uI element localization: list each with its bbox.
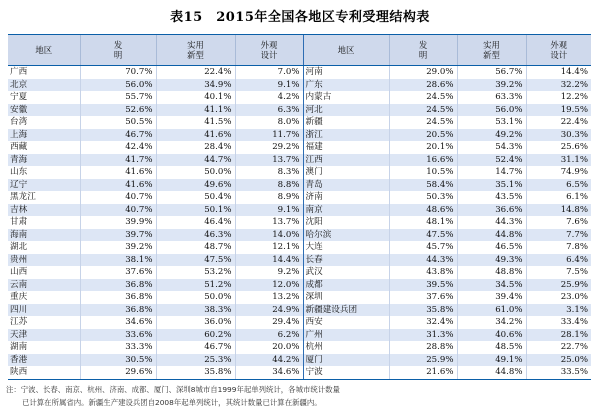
header-design: 外观 设计 — [235, 35, 303, 66]
right-design-cell: 6.5% — [526, 179, 591, 192]
right-invention-cell: 37.6% — [389, 291, 457, 304]
right-region-cell: 新疆 — [303, 116, 389, 129]
table-row — [8, 91, 591, 104]
left-invention-cell: 39.7% — [80, 229, 156, 242]
left-design-cell: 34.6% — [235, 366, 303, 379]
left-invention-cell: 38.1% — [80, 254, 156, 267]
left-region-cell: 上海 — [8, 129, 80, 142]
left-invention-cell: 34.6% — [80, 316, 156, 329]
left-design-cell: 6.2% — [235, 329, 303, 342]
right-region-cell: 沈阳 — [303, 216, 389, 229]
right-design-cell: 22.7% — [526, 341, 591, 354]
right-utility-model-cell: 61.0% — [457, 304, 526, 317]
table-row — [8, 216, 591, 229]
left-region-cell: 山东 — [10, 167, 28, 177]
left-invention-cell: 33.3% — [80, 341, 156, 354]
table-row — [8, 204, 591, 217]
right-utility-model-cell: 34.5% — [457, 279, 526, 292]
table-row — [8, 104, 591, 117]
table-row — [8, 366, 591, 379]
left-region-cell: 甘肃 — [10, 217, 28, 227]
right-invention-cell: 48.1% — [389, 216, 457, 229]
left-region-cell: 陕西 — [8, 366, 80, 379]
right-invention-cell: 21.6% — [389, 366, 457, 379]
left-design-cell: 8.3% — [235, 166, 303, 179]
left-utility-model-cell: 22.4% — [156, 66, 235, 79]
left-region-cell: 黑龙江 — [10, 192, 36, 202]
left-utility-model-cell: 46.3% — [156, 229, 235, 242]
left-utility-model-cell: 48.7% — [156, 241, 235, 254]
right-invention-cell: 48.6% — [389, 204, 457, 217]
left-utility-model-cell: 60.2% — [156, 329, 235, 342]
right-design-cell: 7.8% — [526, 241, 591, 254]
left-utility-model-cell: 46.7% — [156, 341, 235, 354]
left-invention-cell: 46.7% — [80, 129, 156, 142]
right-utility-model-cell: 46.5% — [457, 241, 526, 254]
right-region-cell: 厦门 — [303, 354, 389, 367]
left-utility-model-cell: 50.0% — [156, 291, 235, 304]
left-region-cell: 广西 — [10, 67, 28, 77]
right-region-cell: 河南 — [303, 66, 389, 79]
left-design-cell: 44.2% — [235, 354, 303, 367]
table-row — [8, 154, 591, 167]
right-utility-model-cell: 36.6% — [457, 204, 526, 217]
table-row — [8, 291, 591, 304]
left-design-cell: 13.7% — [235, 154, 303, 167]
left-region-cell: 四川 — [8, 304, 80, 317]
right-invention-cell: 20.5% — [389, 129, 457, 142]
right-utility-model-cell: 39.2% — [457, 79, 526, 92]
left-region-cell: 湖北 — [10, 242, 28, 252]
table-row — [8, 79, 591, 92]
right-utility-model-cell: 53.1% — [457, 116, 526, 129]
footnote-line-1: 注：宁波、长春、南京、杭州、济南、成都、厦门、深圳8城市自1999年起单列统计，各城市统计数量 — [6, 385, 340, 394]
left-invention-cell: 42.4% — [80, 141, 156, 154]
left-invention-cell: 70.7% — [80, 66, 156, 79]
right-region-cell: 新疆建设兵团 — [303, 304, 389, 317]
table-row — [8, 141, 591, 154]
left-region-cell: 湖南 — [10, 342, 28, 352]
table-row — [8, 229, 591, 242]
right-utility-model-cell: 54.3% — [457, 141, 526, 154]
right-design-cell: 7.7% — [526, 229, 591, 242]
page-title: 表15 2015年全国各地区专利受理结构表 — [170, 10, 430, 25]
left-design-cell: 7.0% — [235, 66, 303, 79]
right-invention-cell: 39.5% — [389, 279, 457, 292]
table-row — [8, 116, 591, 129]
right-invention-cell: 24.5% — [389, 104, 457, 117]
left-utility-model-cell: 50.1% — [156, 204, 235, 217]
right-invention-cell: 24.5% — [389, 116, 457, 129]
left-utility-model-cell: 51.2% — [156, 279, 235, 292]
right-invention-cell: 28.6% — [389, 79, 457, 92]
left-region-cell: 青海 — [8, 154, 80, 167]
left-region-cell: 香港 — [8, 354, 80, 367]
right-design-cell: 33.5% — [526, 366, 591, 379]
left-region-cell: 台湾 — [10, 117, 28, 127]
left-invention-cell: 55.7% — [80, 91, 156, 104]
right-design-cell: 14.8% — [526, 204, 591, 217]
right-utility-model-cell: 49.2% — [457, 129, 526, 142]
right-invention-cell: 10.5% — [389, 166, 457, 179]
right-utility-model-cell: 34.2% — [457, 316, 526, 329]
left-design-cell: 12.1% — [235, 241, 303, 254]
left-invention-cell: 41.7% — [80, 154, 156, 167]
right-region-cell: 武汉 — [303, 266, 389, 279]
left-invention-cell: 37.6% — [80, 266, 156, 279]
left-region-cell: 天津 — [8, 329, 80, 342]
right-design-cell: 32.2% — [526, 79, 591, 92]
header-region: 地区 — [8, 35, 80, 66]
left-design-cell: 8.8% — [235, 179, 303, 192]
header-region-2: 地区 — [303, 35, 389, 66]
right-design-cell: 30.3% — [526, 129, 591, 142]
left-invention-cell: 50.5% — [80, 116, 156, 129]
left-region-cell: 山西 — [10, 267, 28, 277]
left-invention-cell: 29.6% — [80, 366, 156, 379]
left-utility-model-cell: 47.5% — [156, 254, 235, 267]
right-region-cell: 大连 — [303, 241, 389, 254]
left-region-cell: 北京 — [8, 79, 80, 92]
left-design-cell: 9.1% — [235, 204, 303, 217]
left-region-cell: 重庆 — [10, 292, 28, 302]
left-design-cell: 29.2% — [235, 141, 303, 154]
right-design-cell: 31.1% — [526, 154, 591, 167]
left-utility-model-cell: 38.3% — [156, 304, 235, 317]
right-design-cell: 25.9% — [526, 279, 591, 292]
left-region-cell: 贵州 — [8, 254, 80, 267]
right-utility-model-cell: 35.1% — [457, 179, 526, 192]
left-design-cell: 14.4% — [235, 254, 303, 267]
left-invention-cell: 41.6% — [80, 179, 156, 192]
left-utility-model-cell: 28.4% — [156, 141, 235, 154]
left-design-cell: 24.9% — [235, 304, 303, 317]
right-region-cell: 青岛 — [303, 179, 389, 192]
right-design-cell: 22.4% — [526, 116, 591, 129]
right-invention-cell: 20.1% — [389, 141, 457, 154]
left-utility-model-cell: 40.1% — [156, 91, 235, 104]
left-utility-model-cell: 36.0% — [156, 316, 235, 329]
header-utility-model-2: 实用 新型 — [457, 35, 526, 66]
left-region-cell: 海南 — [8, 229, 80, 242]
right-invention-cell: 44.3% — [389, 254, 457, 267]
right-design-cell: 12.2% — [526, 91, 591, 104]
right-design-cell: 6.4% — [526, 254, 591, 267]
right-design-cell: 7.6% — [526, 216, 591, 229]
right-region-cell: 广东 — [303, 79, 389, 92]
right-utility-model-cell: 14.7% — [457, 166, 526, 179]
left-utility-model-cell: 25.3% — [156, 354, 235, 367]
left-utility-model-cell: 41.5% — [156, 116, 235, 129]
left-invention-cell: 36.8% — [80, 304, 156, 317]
right-utility-model-cell: 48.8% — [457, 266, 526, 279]
left-invention-cell: 41.6% — [80, 166, 156, 179]
right-region-cell: 福建 — [303, 141, 389, 154]
right-invention-cell: 31.3% — [389, 329, 457, 342]
right-design-cell: 6.1% — [526, 191, 591, 204]
right-invention-cell: 29.0% — [389, 66, 457, 79]
table-row — [8, 316, 591, 329]
right-utility-model-cell: 40.6% — [457, 329, 526, 342]
left-design-cell: 13.2% — [235, 291, 303, 304]
table-row — [8, 304, 591, 317]
right-utility-model-cell: 56.7% — [457, 66, 526, 79]
header-invention-2: 发 明 — [389, 35, 457, 66]
left-design-cell: 20.0% — [235, 341, 303, 354]
left-invention-cell: 33.6% — [80, 329, 156, 342]
left-invention-cell: 30.5% — [80, 354, 156, 367]
right-design-cell: 7.5% — [526, 266, 591, 279]
right-design-cell: 19.5% — [526, 104, 591, 117]
left-invention-cell: 36.8% — [80, 279, 156, 292]
left-region-cell: 吉林 — [8, 204, 80, 217]
right-design-cell: 3.1% — [526, 304, 591, 317]
left-invention-cell: 52.6% — [80, 104, 156, 117]
left-invention-cell: 56.0% — [80, 79, 156, 92]
right-invention-cell: 35.8% — [389, 304, 457, 317]
left-utility-model-cell: 50.4% — [156, 191, 235, 204]
left-region-cell: 安徽 — [8, 104, 80, 117]
right-invention-cell: 24.5% — [389, 91, 457, 104]
left-utility-model-cell: 49.6% — [156, 179, 235, 192]
right-utility-model-cell: 56.0% — [457, 104, 526, 117]
left-invention-cell: 39.9% — [80, 216, 156, 229]
header-utility-model: 实用 新型 — [156, 35, 235, 66]
left-invention-cell: 40.7% — [80, 204, 156, 217]
table-row — [8, 266, 591, 279]
footnote-line-2: 已计算在所属省内。新疆生产建设兵团自2008年起单列统计，其统计数量已计算在新疆内。 — [22, 398, 322, 407]
left-invention-cell: 40.7% — [80, 191, 156, 204]
right-utility-model-cell: 39.4% — [457, 291, 526, 304]
table-row — [8, 341, 591, 354]
left-design-cell: 4.2% — [235, 91, 303, 104]
right-design-cell: 74.9% — [526, 166, 591, 179]
left-region-cell: 云南 — [8, 279, 80, 292]
left-utility-model-cell: 35.8% — [156, 366, 235, 379]
left-region-cell: 宁夏 — [10, 92, 28, 102]
table-row — [8, 66, 591, 79]
table-row — [8, 354, 591, 367]
table-row — [8, 179, 591, 192]
right-design-cell: 28.1% — [526, 329, 591, 342]
right-invention-cell: 47.5% — [389, 229, 457, 242]
right-region-cell: 广州 — [303, 329, 389, 342]
patent-structure-table — [8, 34, 591, 380]
left-design-cell: 9.1% — [235, 79, 303, 92]
left-utility-model-cell: 34.9% — [156, 79, 235, 92]
left-region-cell: 江苏 — [10, 317, 28, 327]
right-invention-cell: 43.8% — [389, 266, 457, 279]
right-design-cell: 14.4% — [526, 66, 591, 79]
right-region-cell: 哈尔滨 — [303, 229, 389, 242]
right-region-cell: 浙江 — [303, 129, 389, 142]
right-invention-cell: 50.3% — [389, 191, 457, 204]
table-row — [8, 254, 591, 267]
right-design-cell: 33.4% — [526, 316, 591, 329]
left-utility-model-cell: 53.2% — [156, 266, 235, 279]
header-design-2: 外观 设计 — [526, 35, 591, 66]
right-invention-cell: 45.7% — [389, 241, 457, 254]
right-region-cell: 江西 — [303, 154, 389, 167]
right-invention-cell: 28.8% — [389, 341, 457, 354]
left-design-cell: 14.0% — [235, 229, 303, 242]
right-utility-model-cell: 48.5% — [457, 341, 526, 354]
left-utility-model-cell: 44.7% — [156, 154, 235, 167]
left-utility-model-cell: 46.4% — [156, 216, 235, 229]
right-region-cell: 澳门 — [303, 166, 389, 179]
left-region-cell: 辽宁 — [8, 179, 80, 192]
right-design-cell: 23.0% — [526, 291, 591, 304]
table-row — [8, 329, 591, 342]
left-design-cell: 6.3% — [235, 104, 303, 117]
right-invention-cell: 25.9% — [389, 354, 457, 367]
table-row — [8, 166, 591, 179]
right-utility-model-cell: 49.3% — [457, 254, 526, 267]
left-design-cell: 11.7% — [235, 129, 303, 142]
right-region-cell: 成都 — [303, 279, 389, 292]
right-region-cell: 河北 — [303, 104, 389, 117]
right-utility-model-cell: 44.8% — [457, 229, 526, 242]
right-utility-model-cell: 63.3% — [457, 91, 526, 104]
right-invention-cell: 16.6% — [389, 154, 457, 167]
left-design-cell: 29.4% — [235, 316, 303, 329]
left-design-cell: 8.0% — [235, 116, 303, 129]
right-region-cell: 西安 — [303, 316, 389, 329]
right-region-cell: 长春 — [303, 254, 389, 267]
right-design-cell: 25.6% — [526, 141, 591, 154]
table-row — [8, 279, 591, 292]
left-utility-model-cell: 41.1% — [156, 104, 235, 117]
left-utility-model-cell: 41.6% — [156, 129, 235, 142]
right-utility-model-cell: 44.8% — [457, 366, 526, 379]
right-region-cell: 深圳 — [303, 291, 389, 304]
left-utility-model-cell: 50.0% — [156, 166, 235, 179]
right-utility-model-cell: 49.1% — [457, 354, 526, 367]
right-invention-cell: 58.4% — [389, 179, 457, 192]
left-design-cell: 13.7% — [235, 216, 303, 229]
left-design-cell: 9.2% — [235, 266, 303, 279]
right-invention-cell: 32.4% — [389, 316, 457, 329]
right-region-cell: 宁波 — [303, 366, 389, 379]
right-region-cell: 济南 — [303, 191, 389, 204]
right-region-cell: 杭州 — [303, 341, 389, 354]
right-utility-model-cell: 44.3% — [457, 216, 526, 229]
left-design-cell: 12.0% — [235, 279, 303, 292]
right-design-cell: 25.0% — [526, 354, 591, 367]
table-row — [8, 129, 591, 142]
left-invention-cell: 39.2% — [80, 241, 156, 254]
table-row — [8, 191, 591, 204]
right-region-cell: 内蒙古 — [303, 91, 389, 104]
table-header-row — [8, 35, 591, 66]
left-region-cell: 西藏 — [10, 142, 28, 152]
right-utility-model-cell: 43.5% — [457, 191, 526, 204]
right-region-cell: 南京 — [303, 204, 389, 217]
left-invention-cell: 36.8% — [80, 291, 156, 304]
header-invention: 发 明 — [80, 35, 156, 66]
left-design-cell: 8.9% — [235, 191, 303, 204]
right-utility-model-cell: 52.4% — [457, 154, 526, 167]
table-row — [8, 241, 591, 254]
